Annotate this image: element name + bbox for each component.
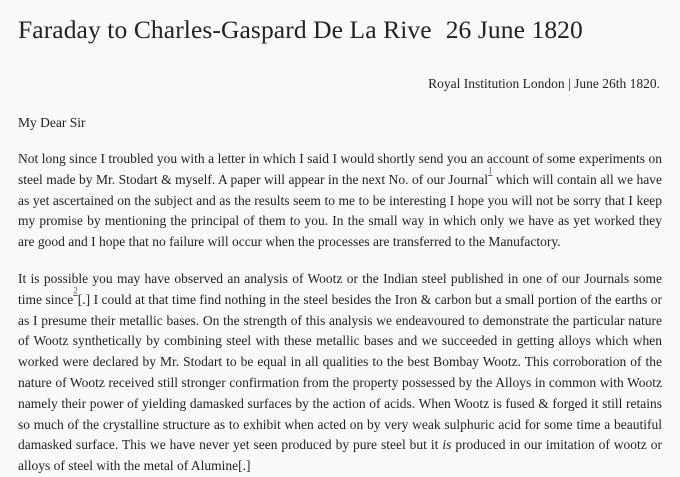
emphasis-is: is — [442, 437, 452, 453]
footnote-link-1[interactable]: 1 — [488, 165, 493, 176]
title-main: Faraday to Charles-Gaspard De La Rive — [18, 15, 432, 44]
paragraph-2 — [18, 269, 662, 477]
paragraph-2-text-a: It is possible you may have observed an analysis of Wootz or the Indian steel published in one of our Journals some time since — [18, 270, 662, 307]
paragraph-2-text-c: produced in our imitation of wootz or alloys of steel with the metal of Alumine[.] — [18, 437, 662, 474]
title-date: 26 June 1820 — [445, 15, 583, 44]
page-title — [18, 0, 662, 47]
footnote-link-2[interactable]: 2 — [73, 285, 78, 296]
paragraph-1 — [18, 149, 662, 253]
letter-location-date: Royal Institution London | June 26th 1820. — [428, 76, 660, 91]
salutation: My Dear Sir — [18, 115, 86, 130]
paragraph-1-text-a: Not long since I troubled you with a letter in which I said I would shortly send you an account of some experiments on steel made by Mr. Stodart & myself. A paper will appear in the next No. of our Journal — [18, 151, 662, 187]
paragraph-2-text-b: [.] I could at that time find nothing in the steel besides the Iron & carbon but a small portion of the earths or as I presume their metallic bases. On the strength of this analysis we endeavoured to demonstrate the particular nature of Wootz synthetically by combining steel with these metallic bases and we succeeded in getting alloys which when worked were declared by Mr. Stodart to be equal in all qualities to the best Bombay Wootz. This corroboration of the nature of Wootz received still stronger confirmation from the property possessed by the Alloys in common with Wootz namely their power of yielding damasked surfaces by the action of acids. When Wootz is fused & forged it still retains so much of the crystalline structure as to exhibit when acted on by very weak sulphuric acid for some time a beautiful damasked surface. This we have never yet seen produced by pure steel but it — [18, 291, 662, 453]
paragraph-1-text-b: which will contain all we have as yet ascertained on the subject and as the results seem to me to be interesting I hope you will not be sorry that I keep my promise by mentioning the principal of them to you. In the small way in which only we have as yet worked they are good and I hope that no failure will occur when the processes are transferred to the Manufactory. — [18, 171, 662, 250]
